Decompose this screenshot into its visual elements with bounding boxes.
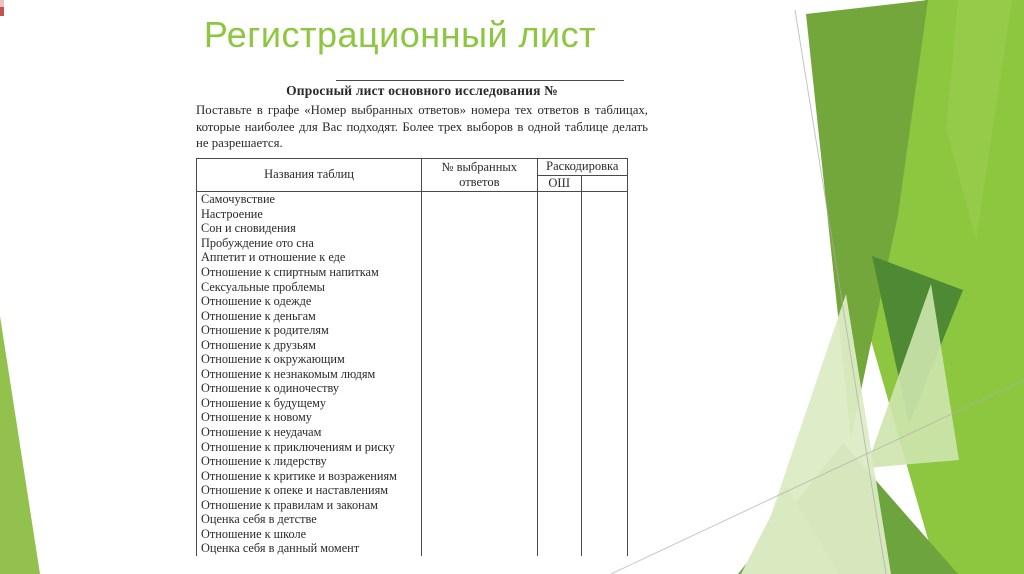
table-row-label: Отношение к деньгам: [201, 308, 316, 323]
table-row-label: Аппетит и отношение к еде: [201, 250, 346, 265]
green-polygon: [866, 284, 959, 468]
green-polygon: [872, 256, 963, 424]
table-row-label: Отношение к одежде: [201, 294, 312, 309]
thin-diagonal-line: [795, 10, 886, 574]
scanned-document: [196, 72, 648, 556]
subcolumn-header-blank: [581, 175, 627, 192]
column-header-table-names: Названия таблиц: [197, 158, 422, 192]
table-names-cell: [197, 192, 422, 556]
table-row-label: Отношение к приключениям и риску: [201, 439, 395, 454]
table-row-label: Отношение к критике и возражениям: [201, 468, 397, 483]
table-row-list: [197, 192, 421, 556]
table-row-label: Отношение к будущему: [201, 395, 327, 410]
table-row-label: Настроение: [201, 206, 263, 221]
table-row-label: Сексуальные проблемы: [201, 279, 325, 294]
green-polygon: [946, 0, 1012, 240]
green-polygon: [806, 0, 928, 438]
table-row-label: Отношение к окружающим: [201, 352, 345, 367]
heading-rule: [336, 80, 624, 81]
table-row-label: Отношение к лидерству: [201, 454, 327, 469]
column-header-selected-answers: № выбранных ответов: [422, 158, 538, 192]
document-heading: Опросный лист основного исследования №: [286, 83, 558, 98]
table-row-label: Отношение к школе: [201, 526, 307, 541]
corner-red-mark: [0, 0, 4, 16]
table-row-label: Оценка себя в данный момент: [201, 541, 360, 556]
column-header-decoding: Раскодировка: [537, 158, 627, 175]
green-polygon: [741, 486, 839, 574]
table-row-label: Отношение к спиртным напиткам: [201, 265, 379, 280]
osh-blank-cell: [537, 192, 581, 556]
table-row-label: Отношение к правилам и законам: [201, 497, 378, 512]
table-row-label: Отношение к незнакомым людям: [201, 366, 376, 381]
answers-blank-cell: [422, 192, 538, 556]
table-row-label: Отношение к опеке и наставлениям: [201, 483, 389, 498]
table-row-label: Сон и сновидения: [201, 221, 296, 236]
table-row-label: Пробуждение ото сна: [201, 235, 314, 250]
slide-title: Регистрационный лист: [203, 14, 597, 55]
subcolumn-header-osh: ОШ: [537, 175, 581, 192]
bottom-left-green-triangle: [0, 316, 40, 574]
decode-blank-cell: [581, 192, 627, 556]
green-polygon: [751, 294, 891, 574]
green-polygon: [738, 443, 958, 574]
table-row-label: Самочувствие: [201, 192, 276, 207]
thin-diagonal-line: [611, 380, 1024, 574]
table-row-label: Отношение к друзьям: [201, 337, 316, 352]
green-shape-cluster: [611, 0, 1024, 574]
table-row-label: Отношение к одиночеству: [201, 381, 340, 396]
table-row-label: Отношение к новому: [201, 410, 312, 425]
table-row-label: Оценка себя в детстве: [201, 512, 317, 527]
table-row-label: Отношение к родителям: [201, 323, 329, 338]
questionnaire-table: [196, 158, 628, 556]
green-polygon: [858, 0, 1024, 574]
document-instructions: Поставьте в графе «Номер выбранных ответов» номера тех ответов в таблицах, которые наиболее для Вас подходят. Более трех выборов в одной таблице делать не разрешается.: [196, 103, 648, 151]
table-row-label: Отношение к неудачам: [201, 425, 322, 440]
